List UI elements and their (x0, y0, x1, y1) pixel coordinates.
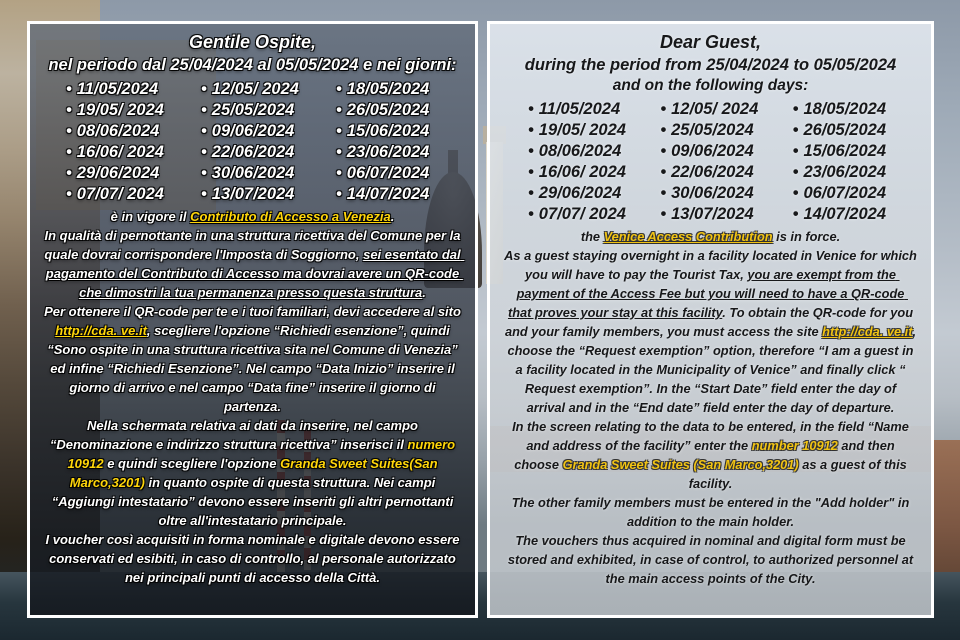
text-segment: . (422, 285, 426, 300)
date-item (777, 99, 909, 120)
bullet-icon: • (66, 122, 72, 140)
bullet-icon: • (201, 80, 207, 98)
date-text: 12/05/ 2024 (671, 100, 759, 118)
date-item (777, 120, 909, 141)
bullet-icon: • (336, 164, 342, 182)
text-segment: , choose the “Request exemption” option, therefore “I am a guest in a facility located in the Municipality of Venice” and finally click “ Request exemption”. In the “Start Date” field enter the day of arrival and in the “End date” field enter the day of departure. (507, 324, 920, 415)
text-segment: As a guest staying overnight in a facility located in Venice for which you will have to pay the Tourist Tax, (504, 248, 921, 282)
date-text: 14/07/2024 (803, 205, 887, 223)
text-segment: , scegliere l'opzione “Richiedi esenzione”, quindi “Sono ospite in una struttura ricettiva sita nel Comune di Venezia” ed infine “Richiedi Esenzione”. Nel campo “Data Inizio” inserire il giorno di arrivo e nel campo “Data fine” inserire il giorno di partenza. (47, 323, 462, 414)
date-item (644, 162, 776, 183)
date-item (320, 121, 455, 142)
date-item (512, 162, 644, 183)
date-item (185, 163, 320, 184)
facility-name-highlight: Granda Sweet Suites(San Marco,3201) (69, 456, 442, 490)
bullet-icon: • (336, 101, 342, 119)
dates-grid-english (504, 99, 917, 225)
date-text: 23/06/2024 (346, 143, 430, 161)
date-text: 06/07/2024 (803, 184, 887, 202)
date-text: 29/06/2024 (538, 184, 622, 202)
paragraph-in-force-italian (42, 207, 463, 226)
bullet-icon: • (660, 205, 667, 223)
text-segment: The other family members must be entered in the "Add holder" in addition to the main holder. (511, 495, 913, 529)
text-segment: In the screen relating to the data to be entered, in the field “Name and address of the facility” enter the (512, 419, 913, 453)
bullet-icon: • (336, 185, 342, 203)
date-item (50, 184, 185, 205)
date-item (512, 99, 644, 120)
date-text: 08/06/2024 (538, 142, 622, 160)
date-text: 14/07/2024 (346, 185, 430, 203)
bullet-icon: • (66, 80, 72, 98)
date-item (644, 141, 776, 162)
date-text: 29/06/2024 (76, 164, 160, 182)
date-text: 13/07/2024 (211, 185, 295, 203)
bullet-icon: • (528, 163, 534, 181)
date-item (644, 204, 776, 225)
bullet-icon: • (660, 184, 667, 202)
date-text: 25/05/2024 (211, 101, 295, 119)
date-item (777, 204, 909, 225)
bullet-icon: • (660, 100, 667, 118)
date-item (50, 163, 185, 184)
date-item (50, 142, 185, 163)
date-item (777, 162, 909, 183)
greeting-english: Dear Guest, (659, 32, 762, 52)
paragraph-procedure-italian (42, 302, 463, 416)
bullet-icon: • (792, 142, 799, 160)
paragraph-procedure-english (504, 246, 921, 417)
notice-panel-english (487, 21, 934, 618)
date-item (644, 120, 776, 141)
bullet-icon: • (336, 80, 342, 98)
date-text: 06/07/2024 (346, 164, 430, 182)
text-segment: è in vigore il (110, 209, 191, 224)
bullet-icon: • (528, 184, 534, 202)
facility-name-highlight: Granda Sweet Suites (San Marco,3201) (562, 457, 799, 472)
date-item (320, 184, 455, 205)
bullet-icon: • (792, 205, 799, 223)
date-text: 26/05/2024 (346, 101, 430, 119)
date-text: 07/07/ 2024 (76, 185, 164, 203)
text-segment: is in force. (772, 229, 841, 244)
dates-grid-italian (42, 79, 463, 205)
date-item (185, 184, 320, 205)
paragraph-vouchers-italian (42, 530, 463, 587)
facility-number-highlight: number 10912 (751, 438, 838, 453)
text-segment: Per ottenere il QR-code per te e i tuoi familiari, devi accedere al sito (44, 304, 465, 319)
date-item (50, 121, 185, 142)
date-item (777, 141, 909, 162)
date-item (320, 100, 455, 121)
date-item (512, 120, 644, 141)
date-text: 18/05/2024 (803, 100, 887, 118)
notice-panel-italian (27, 21, 478, 618)
date-text: 22/06/2024 (671, 163, 754, 181)
bullet-icon: • (528, 142, 534, 160)
facility-number-highlight: numero 10912 (67, 437, 459, 471)
date-item (320, 142, 455, 163)
text-segment: in quanto ospite di questa struttura. Nei campi “Aggiungi intestatario” devono essere inseriti gli altri pernottanti oltre all'intestatario principale. (51, 475, 457, 528)
photo-right-buildings (933, 440, 960, 585)
bullet-icon: • (201, 122, 207, 140)
date-item (512, 204, 644, 225)
cda-link[interactable]: http://cda. ve.it (822, 324, 913, 339)
days-line-english: and on the following days: (612, 77, 809, 94)
bullet-icon: • (336, 122, 342, 140)
text-segment: you are exempt from the payment of the Access Fee but you will need to have a QR-code that proves your stay at this facility (507, 267, 908, 320)
date-text: 19/05/ 2024 (538, 121, 626, 139)
paragraph-exemption-italian (42, 226, 463, 302)
bullet-icon: • (66, 164, 72, 182)
paragraph-in-force-english (504, 227, 917, 246)
date-text: 12/05/ 2024 (211, 80, 299, 98)
bullet-icon: • (792, 100, 799, 118)
date-text: 23/06/2024 (803, 163, 887, 181)
bullet-icon: • (660, 163, 667, 181)
date-text: 19/05/ 2024 (76, 101, 164, 119)
text-segment: Contributo di Accesso a Venezia (190, 209, 391, 224)
date-text: 15/06/2024 (346, 122, 430, 140)
bullet-icon: • (528, 205, 534, 223)
date-text: 25/05/2024 (671, 121, 754, 139)
date-text: 15/06/2024 (803, 142, 887, 160)
text-segment: . To obtain the QR-code for you and your family members, you must access the site (504, 305, 917, 339)
date-item (644, 183, 776, 204)
text-segment: The vouchers thus acquired in nominal and digital form must be stored and exhibited, in case of control, to authorized personnel at the main access points of the City. (507, 533, 917, 586)
text-segment: Nella schermata relativa ai dati da inserire, nel campo “Denominazione e indirizzo struttura ricettiva” inserisci il (49, 418, 422, 452)
paragraph-vouchers-english (504, 531, 917, 588)
bullet-icon: • (66, 143, 72, 161)
bullet-icon: • (528, 121, 534, 139)
date-item (512, 141, 644, 162)
text-segment: and then choose (514, 438, 899, 472)
bullet-icon: • (66, 185, 72, 203)
text-segment: Venice Access Contribution (603, 229, 773, 244)
text-segment: as a guest of this facility. (688, 457, 911, 491)
cda-link[interactable]: http://cda. ve.it (55, 323, 147, 338)
paragraph-add-holder-english (504, 493, 917, 531)
bullet-icon: • (201, 164, 207, 182)
date-text: 07/07/ 2024 (538, 205, 626, 223)
date-item (777, 183, 909, 204)
date-text: 13/07/2024 (671, 205, 754, 223)
bullet-icon: • (660, 142, 667, 160)
bullet-icon: • (201, 101, 207, 119)
date-text: 30/06/2024 (211, 164, 295, 182)
text-segment: . (390, 209, 395, 224)
date-text: 11/05/2024 (76, 80, 159, 98)
text-segment: the (580, 229, 604, 244)
date-item (512, 183, 644, 204)
greeting-italian: Gentile Ospite, (188, 32, 317, 52)
date-text: 16/06/ 2024 (538, 163, 626, 181)
bullet-icon: • (201, 143, 207, 161)
date-item (644, 99, 776, 120)
date-text: 22/06/2024 (211, 143, 295, 161)
period-line-english: during the period from 25/04/2024 to 05/05/2024 (524, 56, 897, 74)
date-item (320, 79, 455, 100)
date-item (185, 142, 320, 163)
date-item (185, 79, 320, 100)
bullet-icon: • (792, 121, 799, 139)
date-text: 26/05/2024 (803, 121, 887, 139)
bullet-icon: • (201, 185, 207, 203)
date-text: 18/05/2024 (346, 80, 430, 98)
date-item (185, 121, 320, 142)
date-text: 09/06/2024 (211, 122, 295, 140)
paragraph-facility-english (504, 417, 917, 493)
text-segment: sei esentato dal pagamento del Contributo di Accesso ma dovrai avere un QR-code che dimostri la tua permanenza presso questa struttura (45, 247, 465, 300)
date-item (320, 163, 455, 184)
bullet-icon: • (792, 184, 799, 202)
text-segment: I voucher così acquisiti in forma nominale e digitale devono essere conservati ed esibiti, in caso di controllo, al personale autorizzato nei principali punti di accesso della Città. (45, 532, 464, 585)
date-text: 30/06/2024 (671, 184, 754, 202)
paragraph-facility-italian (42, 416, 463, 530)
bullet-icon: • (660, 121, 667, 139)
period-line-italian: nel periodo dal 25/04/2024 al 05/05/2024 e nei giorni: (48, 56, 457, 74)
date-item (185, 100, 320, 121)
text-segment: e quindi scegliere l'opzione (103, 456, 281, 471)
date-text: 16/06/ 2024 (76, 143, 164, 161)
date-text: 08/06/2024 (76, 122, 160, 140)
bullet-icon: • (792, 163, 799, 181)
date-text: 11/05/2024 (538, 100, 621, 118)
date-item (50, 79, 185, 100)
bullet-icon: • (66, 101, 72, 119)
date-text: 09/06/2024 (671, 142, 754, 160)
bullet-icon: • (528, 100, 534, 118)
bullet-icon: • (336, 143, 342, 161)
date-item (50, 100, 185, 121)
text-segment: In qualità di pernottante in una struttura ricettiva del Comune per la quale dovrai corrispondere l'Imposta di Soggiorno, (44, 228, 465, 262)
